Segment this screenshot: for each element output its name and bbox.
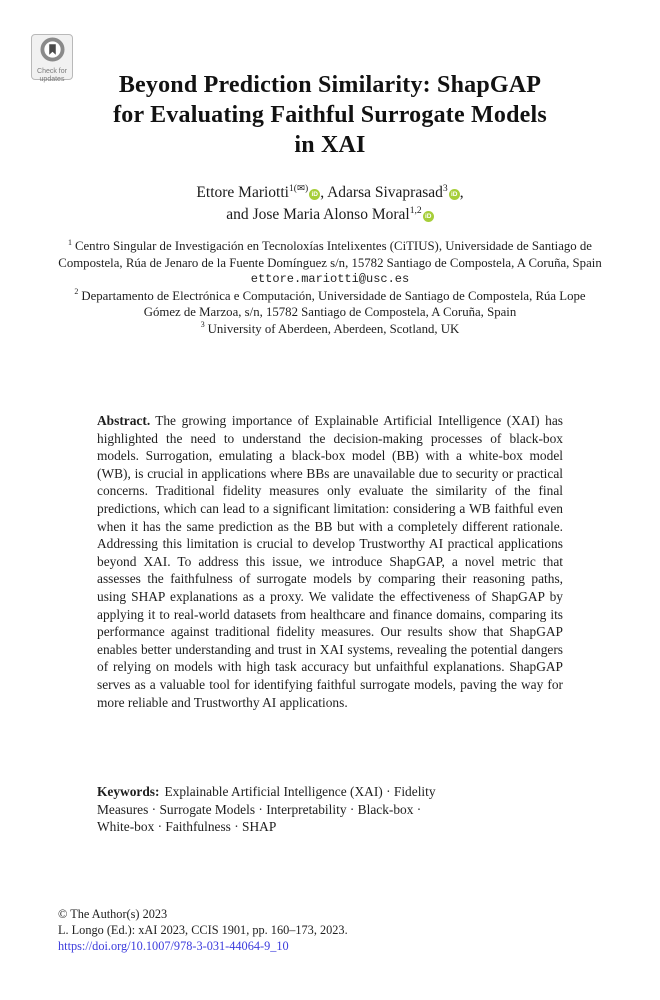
author-1-affiliation-marker: 1(✉) — [288, 182, 309, 194]
doi-link[interactable]: https://doi.org/10.1007/978-3-031-44064-9_10 — [58, 939, 289, 953]
affiliation-2-text: Departamento de Electrónica e Computación, Universidade de Santiago de Compostela, Rúa Lope Gómez de Marzoa, s/n, 15782 Santiago de Compostela, A Coruña, Spain — [81, 288, 586, 319]
keywords-line-1 — [97, 783, 577, 801]
author-name-1: Ettore Mariotti — [196, 184, 289, 201]
footer-block — [58, 906, 348, 954]
affiliation-1 — [58, 238, 603, 271]
keywords-line-2: Measures · Surrogate Models · Interpretability · Black-box · — [97, 801, 422, 817]
affiliation-3-text: University of Aberdeen, Aberdeen, Scotland, UK — [207, 321, 460, 336]
paper-title-line3: in XAI — [294, 132, 366, 158]
author-name-2: Adarsa Sivaprasad — [327, 184, 443, 201]
keywords-text-1: Explainable Artificial Intelligence (XAI) · Fidelity — [164, 784, 436, 799]
contact-email: ettore.mariotti@usc.es — [250, 272, 410, 286]
check-for-updates-label: Check for updates — [37, 68, 67, 83]
copyright-notice: © The Author(s) 2023 — [58, 907, 168, 921]
abstract-block — [97, 412, 563, 711]
author-2-affiliation-marker: 3 — [442, 182, 448, 194]
affiliation-2 — [58, 288, 603, 321]
author-line-2 — [0, 204, 660, 226]
affiliation-3 — [58, 321, 603, 338]
keywords-block — [97, 783, 577, 836]
paper-title — [0, 70, 660, 160]
affiliation-3-marker: 3 — [200, 320, 205, 330]
citation-line: L. Longo (Ed.): xAI 2023, CCIS 1901, pp. 160–173, 2023. — [58, 923, 348, 937]
affiliation-2-marker: 2 — [74, 287, 79, 297]
orcid-icon[interactable]: iD — [449, 189, 460, 200]
author-and-prefix: and — [226, 206, 253, 223]
affiliations-block — [58, 238, 603, 337]
orcid-icon[interactable]: iD — [423, 211, 434, 222]
author-separator: , — [459, 184, 464, 201]
abstract-text: The growing importance of Explainable Artificial Intelligence (XAI) has highlighted the need to understand the decision-making processes of black-box models. Surrogation, emulating a black-box model (BB) with a white-box model (WB), is crucial in applications where BBs are unavailable due to security or practical concerns. Traditional fidelity measures only evaluate the similarity of the final predictions, which can lead to a significant limitation: considering a WB faithful even when it has the same prediction as the BB but with a completely different rationale. Addressing this limitation is crucial to develop Trustworthy AI practical applications beyond XAI. To address this issue, we introduce ShapGAP, a novel metric that assesses the faithfulness of surrogate models by comparing their reasoning paths, using SHAP explanations as a proxy. We validate the effectiveness of ShapGAP by applying it to real-world datasets from healthcare and finance domains, comparing its performance against traditional fidelity measures. Our results show that ShapGAP enables better understanding and trust in XAI systems, revealing the potential dangers of relying on models with high task accuracy but unfaithful explanations. ShapGAP serves as a valuable tool for identifying faithful surrogate models, paving the way for more reliable and Trustworthy AI applications. — [97, 413, 563, 710]
abstract-heading: Abstract. — [97, 413, 151, 428]
affiliation-1-marker: 1 — [68, 237, 72, 247]
author-name-3: Jose Maria Alonso Moral — [252, 206, 410, 223]
paper-title-line1: Beyond Prediction Similarity: ShapGAP — [118, 72, 542, 98]
author-3-affiliation-marker: 1,2 — [409, 204, 422, 216]
affiliation-1-text: Centro Singular de Investigación en Tecnoloxías Intelixentes (CiTIUS), Universidade de Santiago de Compostela, Rúa de Jenaro de la Fuente Domínguez s/n, 15782 Santiago de Compostela, A Coruña, Spain — [58, 239, 602, 270]
check-for-updates-icon — [40, 37, 65, 67]
author-separator: , — [320, 184, 328, 201]
paper-title-line2: for Evaluating Faithful Surrogate Models — [113, 102, 547, 128]
keywords-heading: Keywords: — [97, 784, 160, 799]
keywords-line-3: White-box · Faithfulness · SHAP — [97, 819, 277, 835]
author-byline — [0, 182, 660, 226]
orcid-icon[interactable]: iD — [309, 189, 320, 200]
author-line-1 — [0, 182, 660, 204]
